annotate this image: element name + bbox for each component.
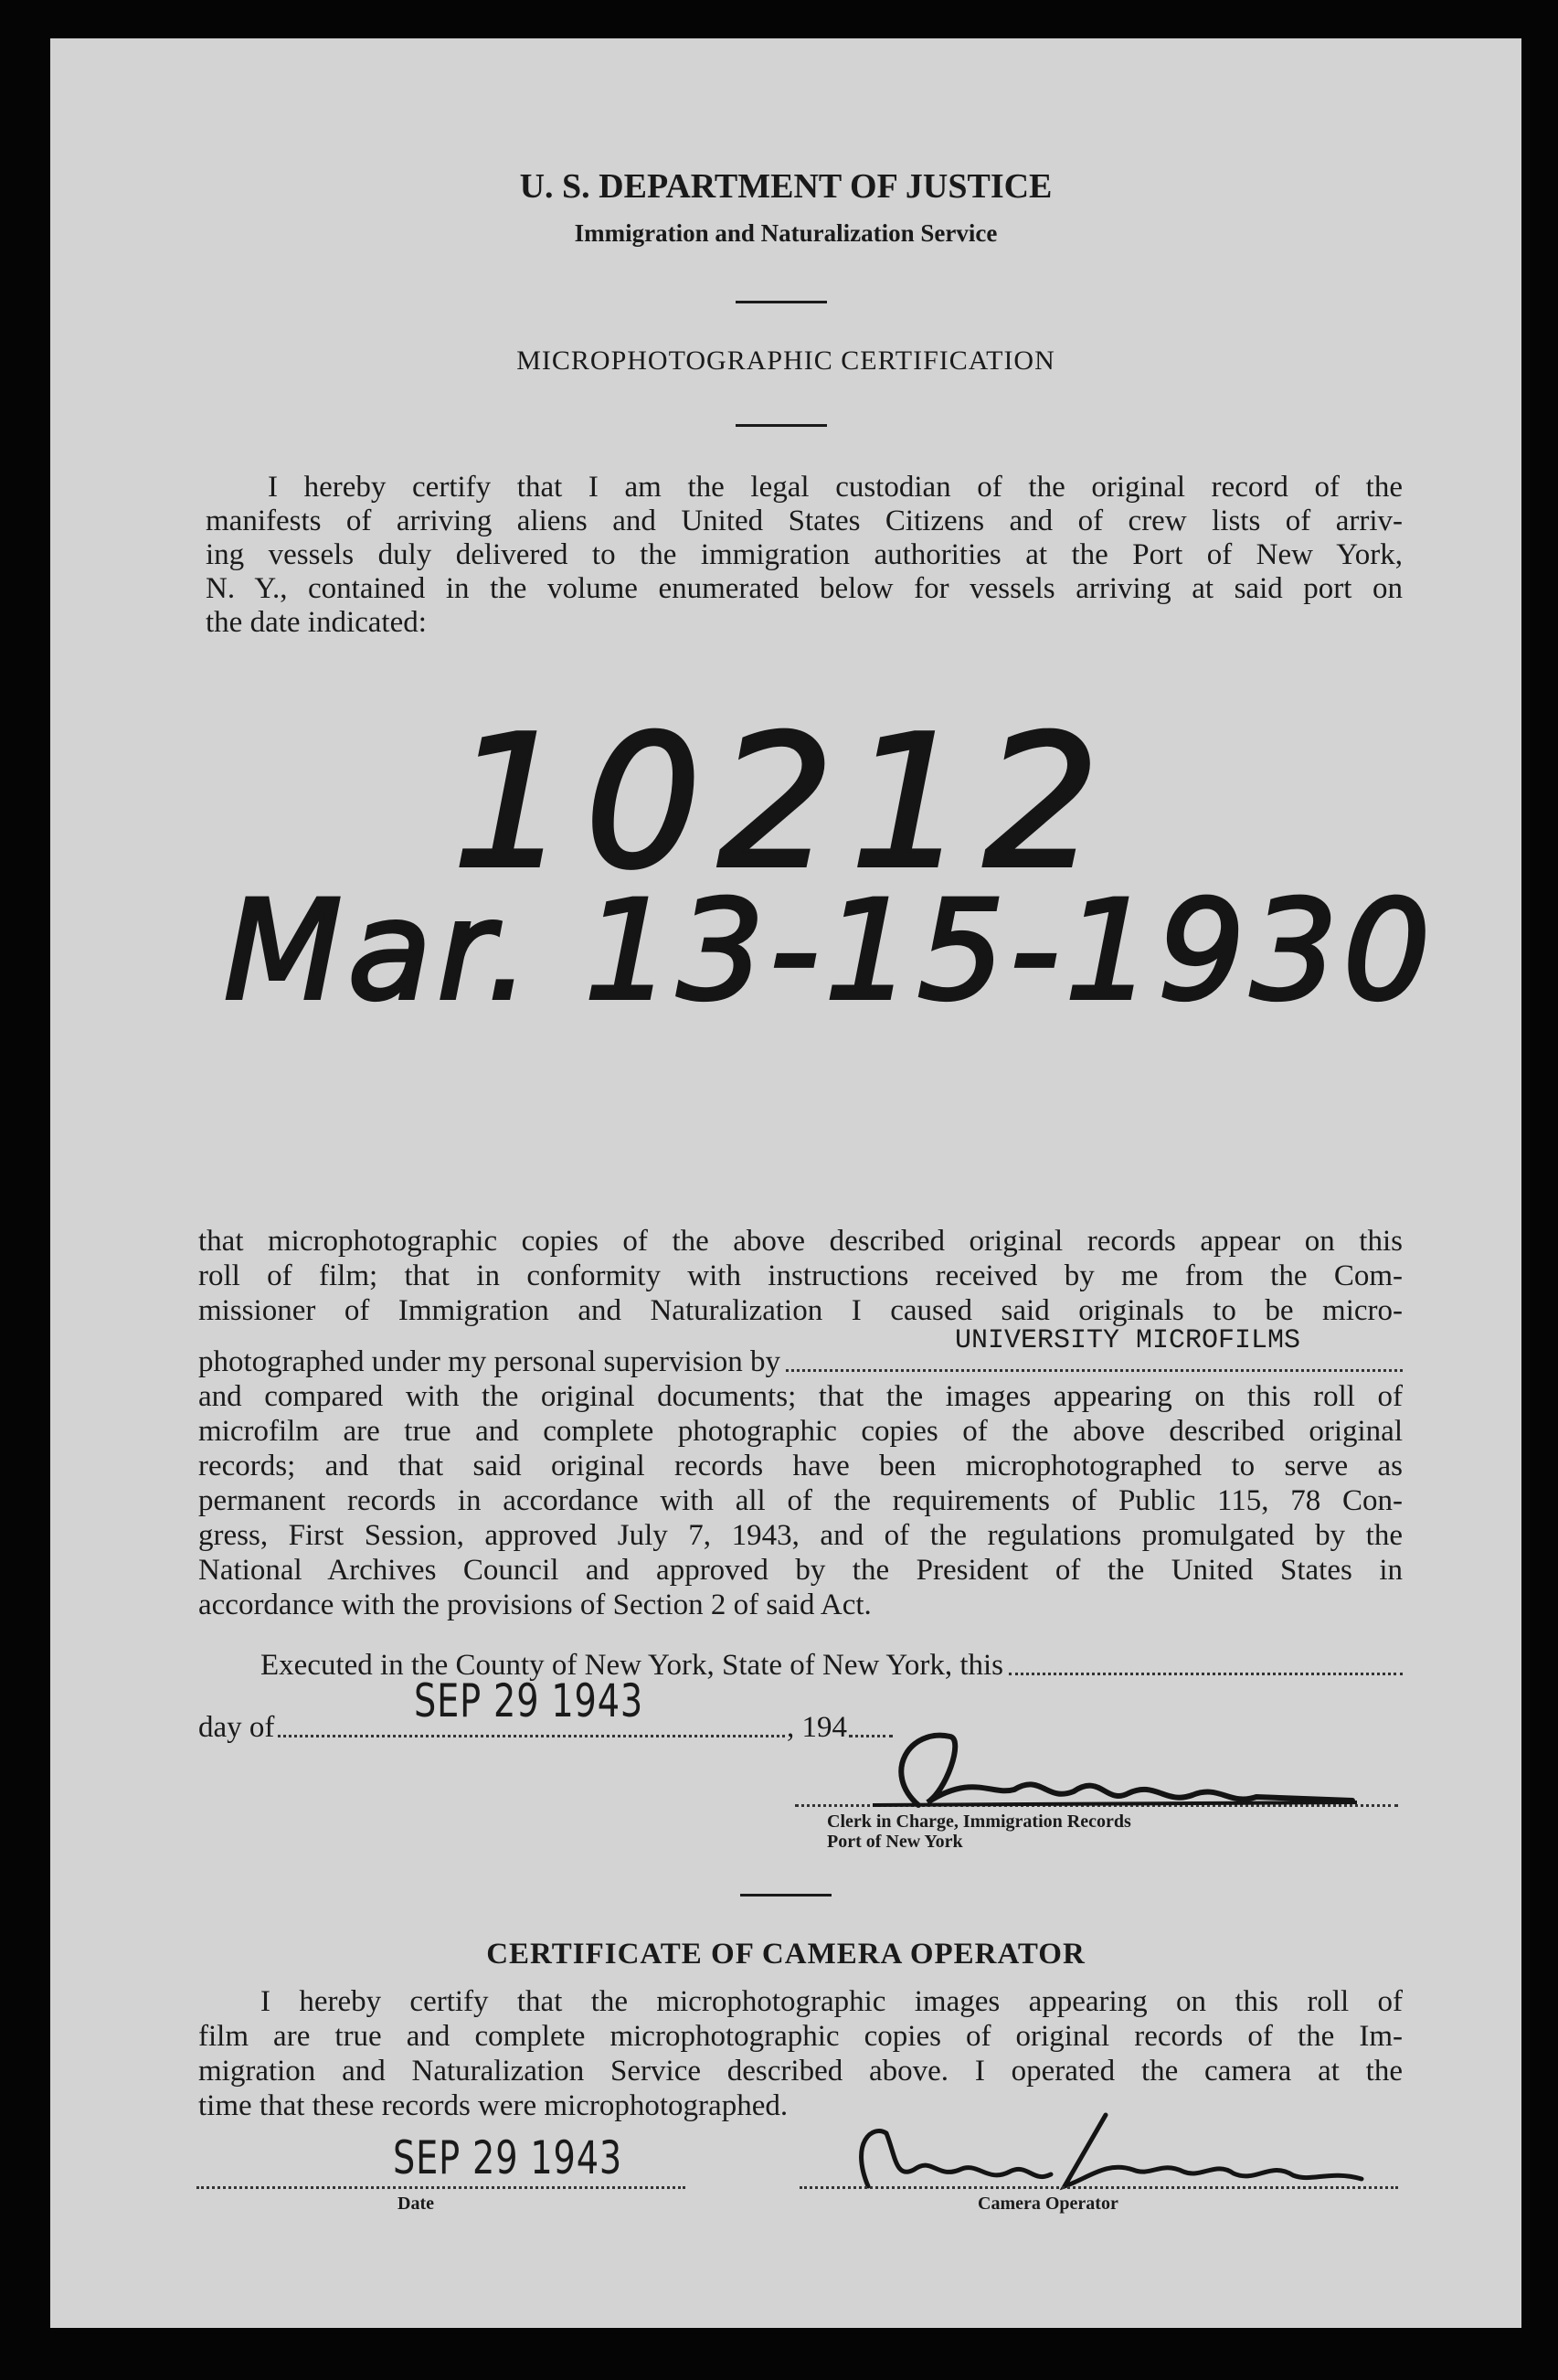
intro-line: ing vessels duly delivered to the immigration authorities at the Port of New York,	[206, 538, 1403, 571]
body-line-text: photographed under my personal supervision by	[198, 1345, 780, 1378]
camera-line: migration and Naturalization Service described above. I operated the camera at the	[198, 2055, 1403, 2088]
operator-dotted-line	[800, 2186, 1398, 2189]
supervisor-dotted-line	[786, 1345, 1403, 1372]
executed-text: Executed in the County of New York, State of New York, this	[260, 1649, 1004, 1682]
handwritten-dates: Mar. 13-15-1930	[224, 872, 1436, 1031]
handwritten-volume: 10212	[452, 696, 1117, 909]
camera-line: I hereby certify that the microphotographic images appearing on this roll of	[260, 1985, 1403, 2018]
certificate-sheet	[50, 38, 1521, 2328]
day-of-line	[198, 1711, 893, 1745]
operator-label: Camera Operator	[978, 2194, 1118, 2214]
body-line: roll of film; that in conformity with instructions received by me from the Com-	[198, 1259, 1403, 1292]
clerk-port: Port of New York	[827, 1832, 963, 1852]
clerk-title: Clerk in Charge, Immigration Records	[827, 1812, 1131, 1832]
body-line: microfilm are true and complete photographic copies of the above described original	[198, 1415, 1403, 1448]
intro-line: N. Y., contained in the volume enumerated below for vessels arriving at said port on	[206, 572, 1403, 605]
clerk-signature	[854, 1718, 1366, 1819]
service-subheading: Immigration and Naturalization Service	[574, 219, 998, 247]
intro-line: manifests of arriving aliens and United States Citizens and of crew lists of arriv-	[206, 505, 1403, 537]
operator-signature	[832, 2106, 1398, 2197]
body-line: and compared with the original documents; that the images appearing on this roll of	[198, 1380, 1403, 1413]
typed-supervisor: UNIVERSITY MICROFILMS	[955, 1325, 1301, 1356]
department-heading: U. S. DEPARTMENT OF JUSTICE	[519, 167, 1053, 206]
camera-heading: CERTIFICATE OF CAMERA OPERATOR	[486, 1938, 1086, 1971]
year-prefix: , 194	[787, 1711, 847, 1744]
executed-date-stamp: SEP 29 1943	[414, 1674, 644, 1727]
certification-title: MICROPHOTOGRAPHIC CERTIFICATION	[516, 345, 1055, 376]
executed-dotted-line	[1009, 1649, 1403, 1675]
title-divider	[736, 424, 827, 427]
header-divider	[736, 301, 827, 303]
camera-date-stamp: SEP 29 1943	[393, 2131, 623, 2184]
date-dotted-line	[196, 2186, 685, 2189]
camera-line: time that these records were microphotographed.	[198, 2089, 789, 2122]
body-line: gress, First Session, approved July 7, 1943, and of the regulations promulgated by the	[198, 1519, 1403, 1552]
body-line: permanent records in accordance with all of the requirements of Public 115, 78 Con-	[198, 1484, 1403, 1517]
camera-line: film are true and complete microphotographic copies of original records of the Im-	[198, 2020, 1403, 2053]
body-line: records; and that said original records have been microphotographed to serve as	[198, 1450, 1403, 1482]
body-line: accordance with the provisions of Section 2 of said Act.	[198, 1588, 872, 1621]
date-label: Date	[397, 2194, 434, 2214]
day-of-label: day of	[198, 1711, 275, 1744]
body-line: missioner of Immigration and Naturalization I caused said originals to be micro-	[198, 1294, 1403, 1327]
body-line: that microphotographic copies of the above described original records appear on this	[198, 1225, 1403, 1258]
intro-line: I hereby certify that I am the legal custodian of the original record of the	[268, 471, 1403, 504]
handwritten-entry	[187, 669, 1448, 1062]
body-line: National Archives Council and approved by the President of the United States in	[198, 1554, 1403, 1587]
body-line	[198, 1345, 1403, 1379]
day-dotted-line	[278, 1711, 785, 1737]
camera-divider	[740, 1894, 832, 1897]
intro-line: the date indicated:	[206, 606, 427, 639]
